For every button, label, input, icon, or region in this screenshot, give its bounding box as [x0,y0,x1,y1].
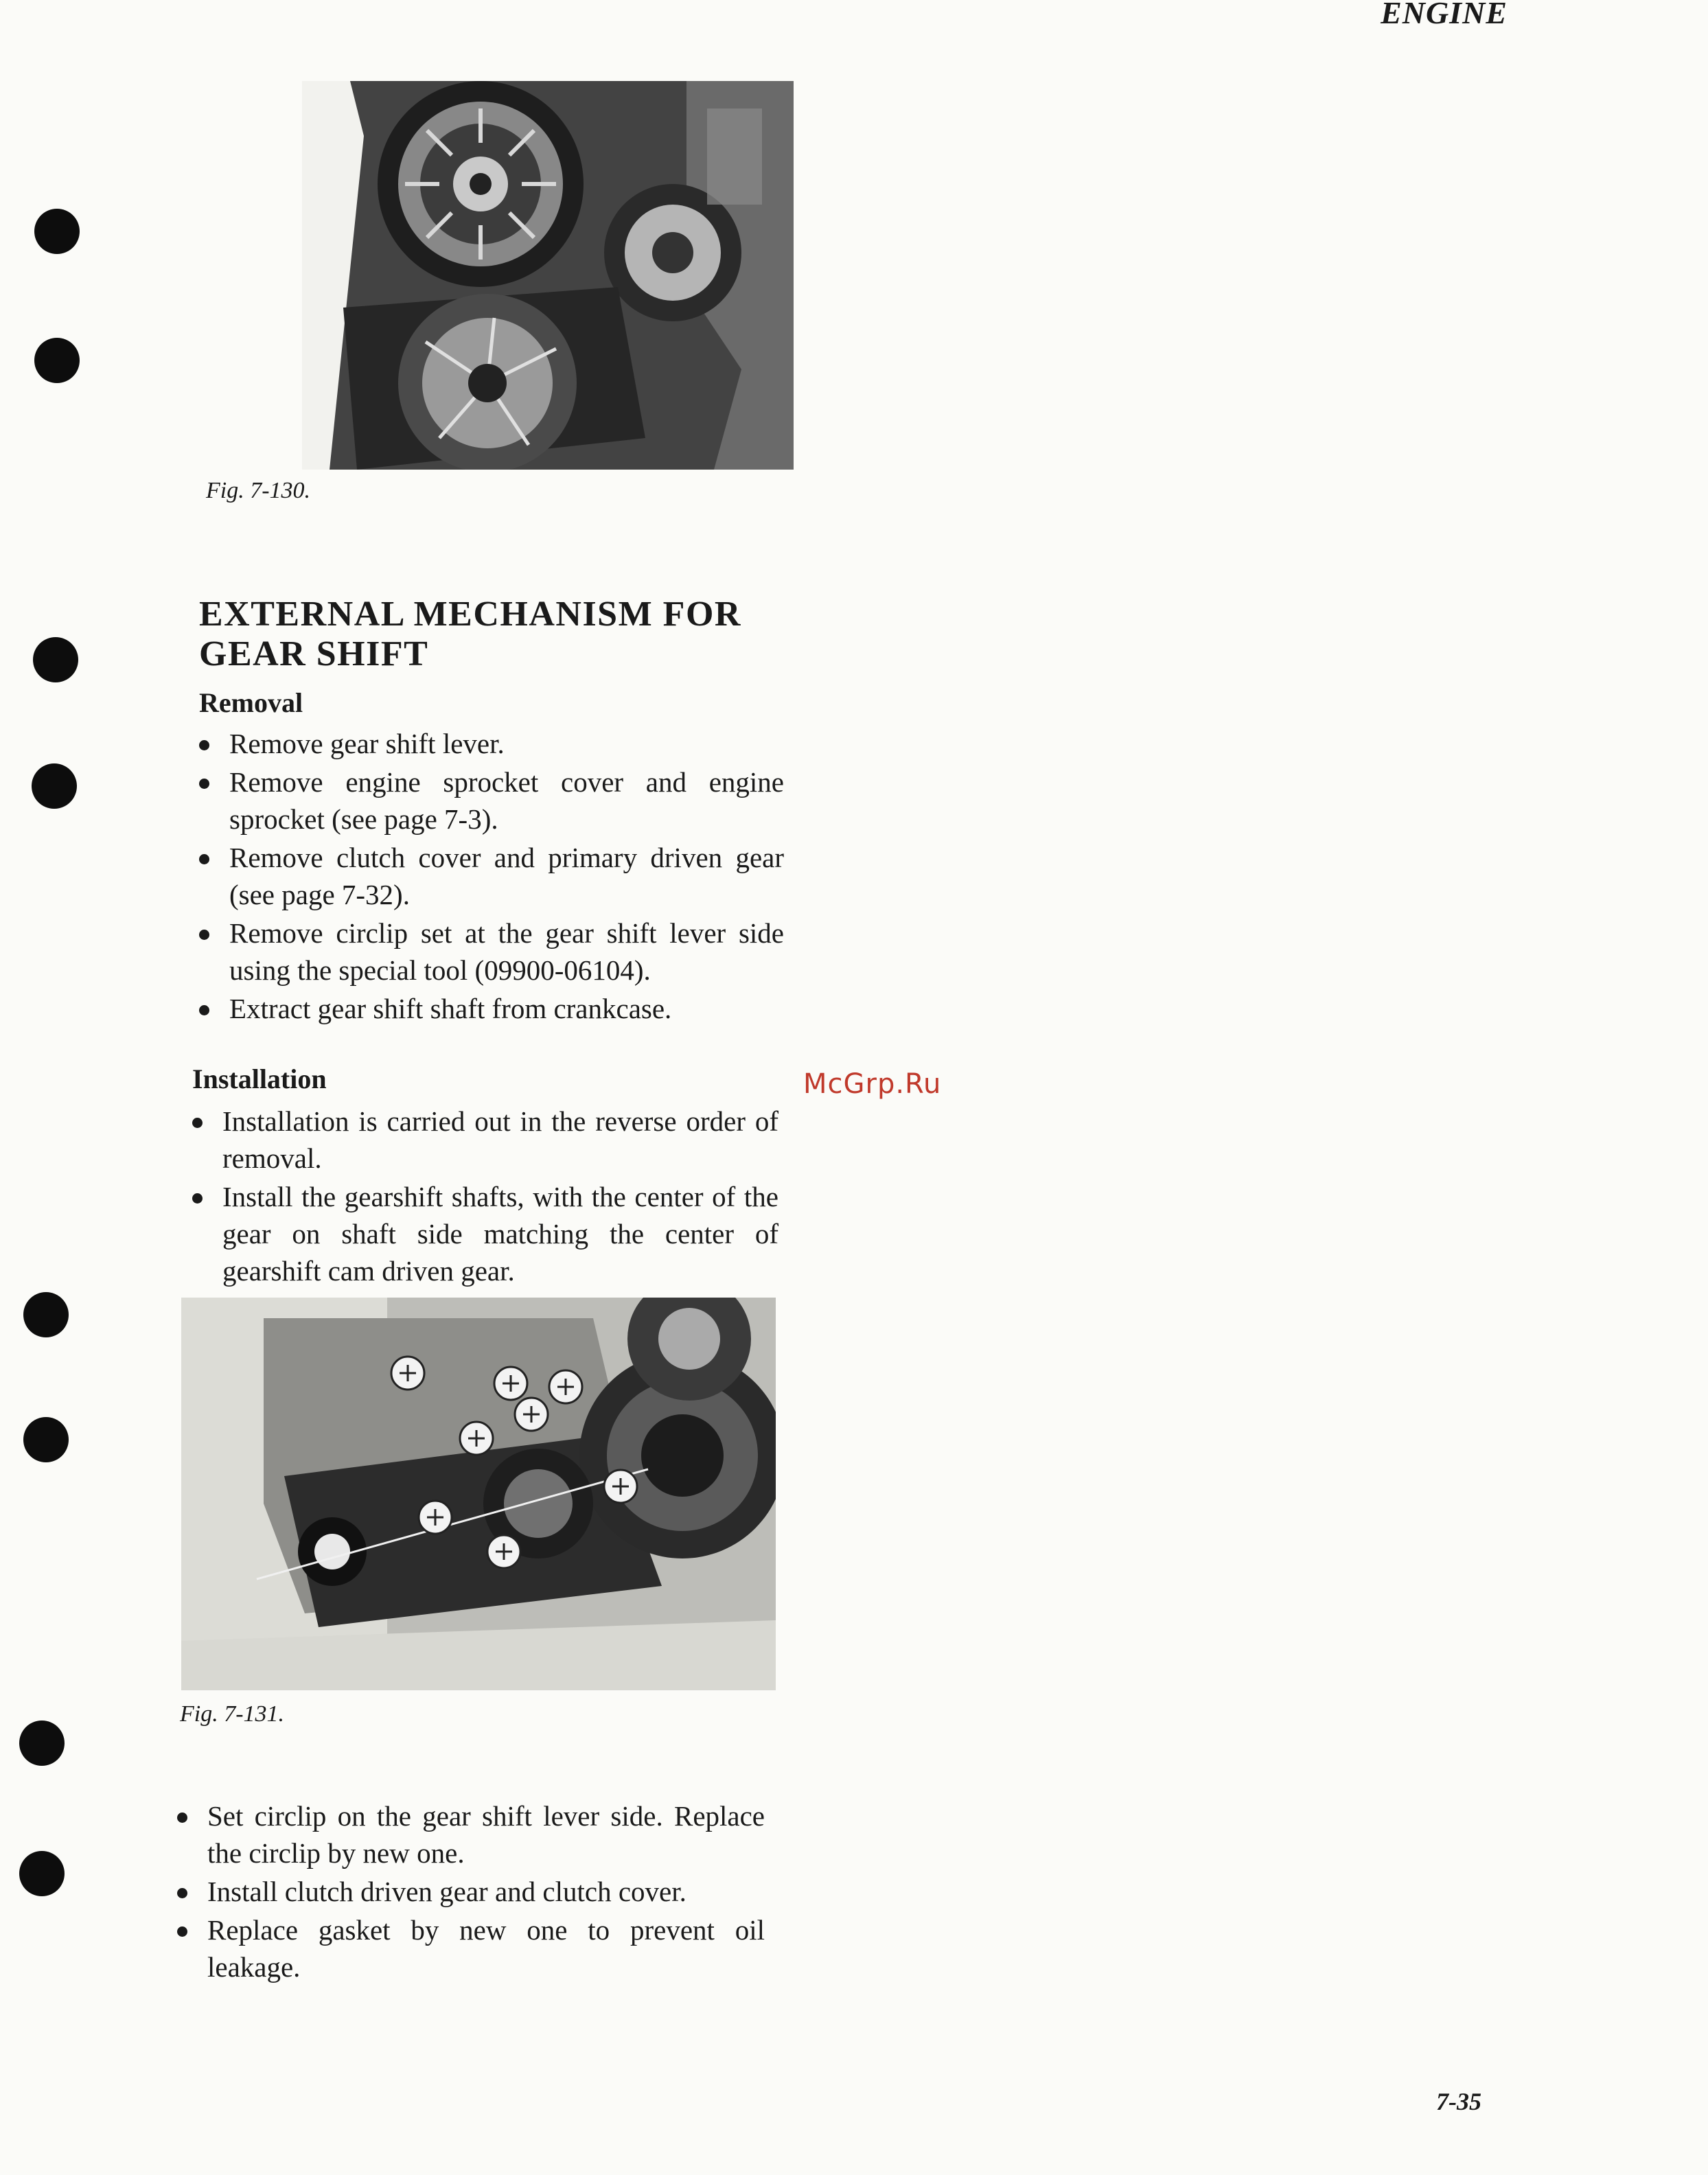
list-item: Install clutch driven gear and clutch cover. [172,1873,765,1910]
bullet-icon [199,740,209,750]
bullet-icon [192,1193,203,1204]
punch-hole [34,209,80,254]
punch-hole [23,1292,69,1337]
installation-heading: Installation [192,1063,327,1094]
section-title [199,595,741,674]
punch-hole [33,637,78,682]
list-item: Remove circlip set at the gear shift lever side using the special tool (09900-06104). [194,914,784,989]
list-item: Extract gear shift shaft from crankcase. [194,990,784,1027]
list-item: Set circlip on the gear shift lever side. Replace the circlip by new one. [172,1797,765,1872]
bullet-icon [199,854,209,864]
section-header: ENGINE [1381,0,1508,30]
bullet-icon [177,1888,187,1898]
bullet-icon [177,1926,187,1937]
list-item: Replace gasket by new one to prevent oil leakage. [172,1911,765,1986]
bullet-icon [199,779,209,789]
bullet-icon [192,1118,203,1128]
punch-hole [23,1417,69,1462]
figure-7-131-caption: Fig. 7-131. [180,1701,285,1727]
figure-7-130-caption: Fig. 7-130. [206,478,311,503]
removal-heading: Removal [199,687,303,718]
section-title-line1: EXTERNAL MECHANISM FOR [199,595,741,634]
list-item: Remove clutch cover and primary driven gear (see page 7-32). [194,839,784,913]
list-item: Install the gearshift shafts, with the center of the gear on shaft side matching the center of gearshift cam driven gear. [187,1178,778,1289]
installation-steps [187,1103,778,1291]
list-item: Installation is carried out in the reverse order of removal. [187,1103,778,1177]
punch-hole [34,338,80,383]
punch-hole [32,763,77,809]
punch-hole [19,1851,65,1896]
watermark: McGrp.Ru [803,1068,942,1100]
punch-hole [19,1721,65,1766]
list-item: Remove gear shift lever. [194,725,784,762]
figure-7-131-photo [181,1298,776,1690]
bullet-icon [199,1005,209,1015]
bullet-icon [177,1812,187,1823]
installation-steps-continued [172,1797,765,1987]
bullet-icon [199,930,209,940]
figure-7-130-photo [302,81,794,470]
list-item: Remove engine sprocket cover and engine sprocket (see page 7-3). [194,763,784,838]
section-title-line2: GEAR SHIFT [199,634,429,674]
removal-steps [194,725,784,1028]
page-number: 7-35 [1436,2088,1481,2115]
